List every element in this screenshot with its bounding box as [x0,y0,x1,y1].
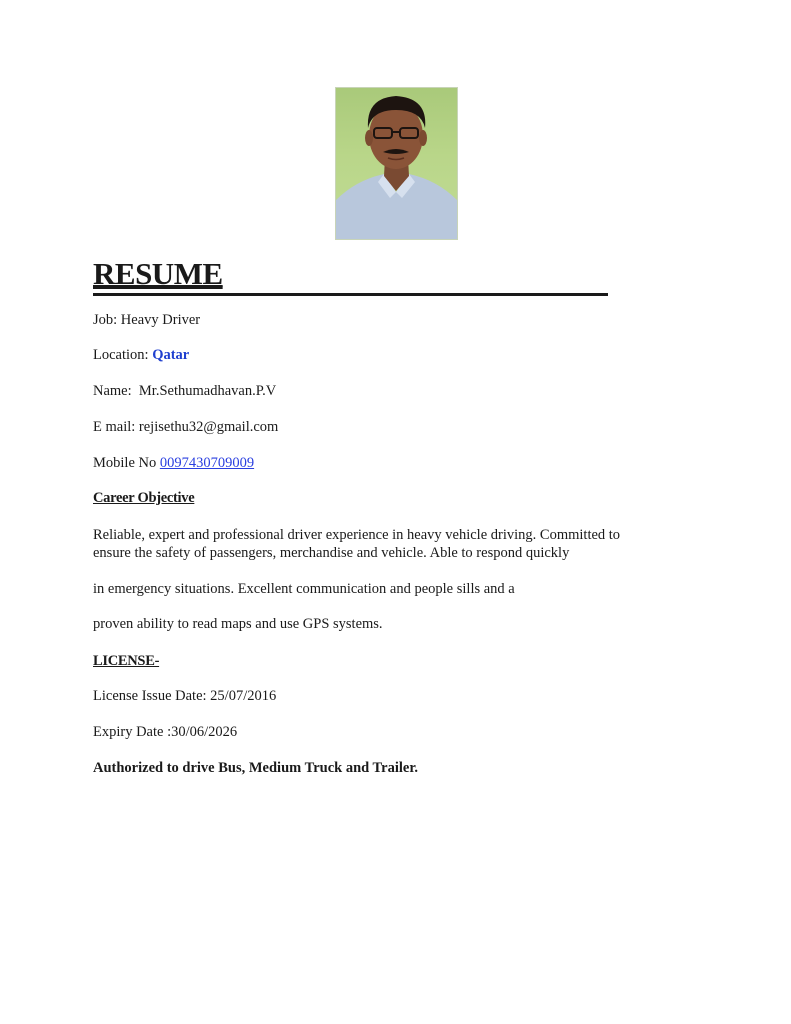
email-line [93,418,278,436]
name-label: Name: [93,383,139,399]
email-label: E mail: [93,419,139,435]
license-authorization: Authorized to drive Bus, Medium Truck and Trailer. [93,760,419,776]
profile-photo [336,88,457,239]
email-value: rejisethu32@gmail.com [138,419,279,435]
license-heading: LICENSE- [93,653,160,669]
career-line-4: proven ability to read maps and use GPS systems. [93,616,383,632]
name-value: Mr.Sethumadhavan.P.V [138,383,277,399]
career-line-1: Reliable, expert and professional driver experience in heavy vehicle driving. Committed to [93,527,621,543]
location-value: Qatar [152,347,190,363]
license-expiry-date: Expiry Date :30/06/2026 [93,724,238,740]
license-issue-date: License Issue Date: 25/07/2016 [93,688,277,704]
career-line-2: ensure the safety of passengers, merchandise and vehicle. Able to respond quickly [93,545,570,561]
mobile-link[interactable]: 0097430709009 [159,455,255,471]
job-line [93,311,200,329]
resume-title: RESUME [93,255,608,296]
location-line [93,346,189,364]
career-objective-heading: Career Objective [93,490,195,506]
mobile-line [93,454,254,472]
job-value: Heavy Driver [120,312,201,328]
name-line [93,382,276,400]
mobile-label: Mobile No [93,455,160,471]
location-label: Location: [93,347,153,363]
career-objective-text [93,526,693,562]
career-line-3: in emergency situations. Excellent communication and people sills and a [93,581,515,597]
person-portrait-icon [336,88,457,239]
job-label: Job: [93,312,121,328]
